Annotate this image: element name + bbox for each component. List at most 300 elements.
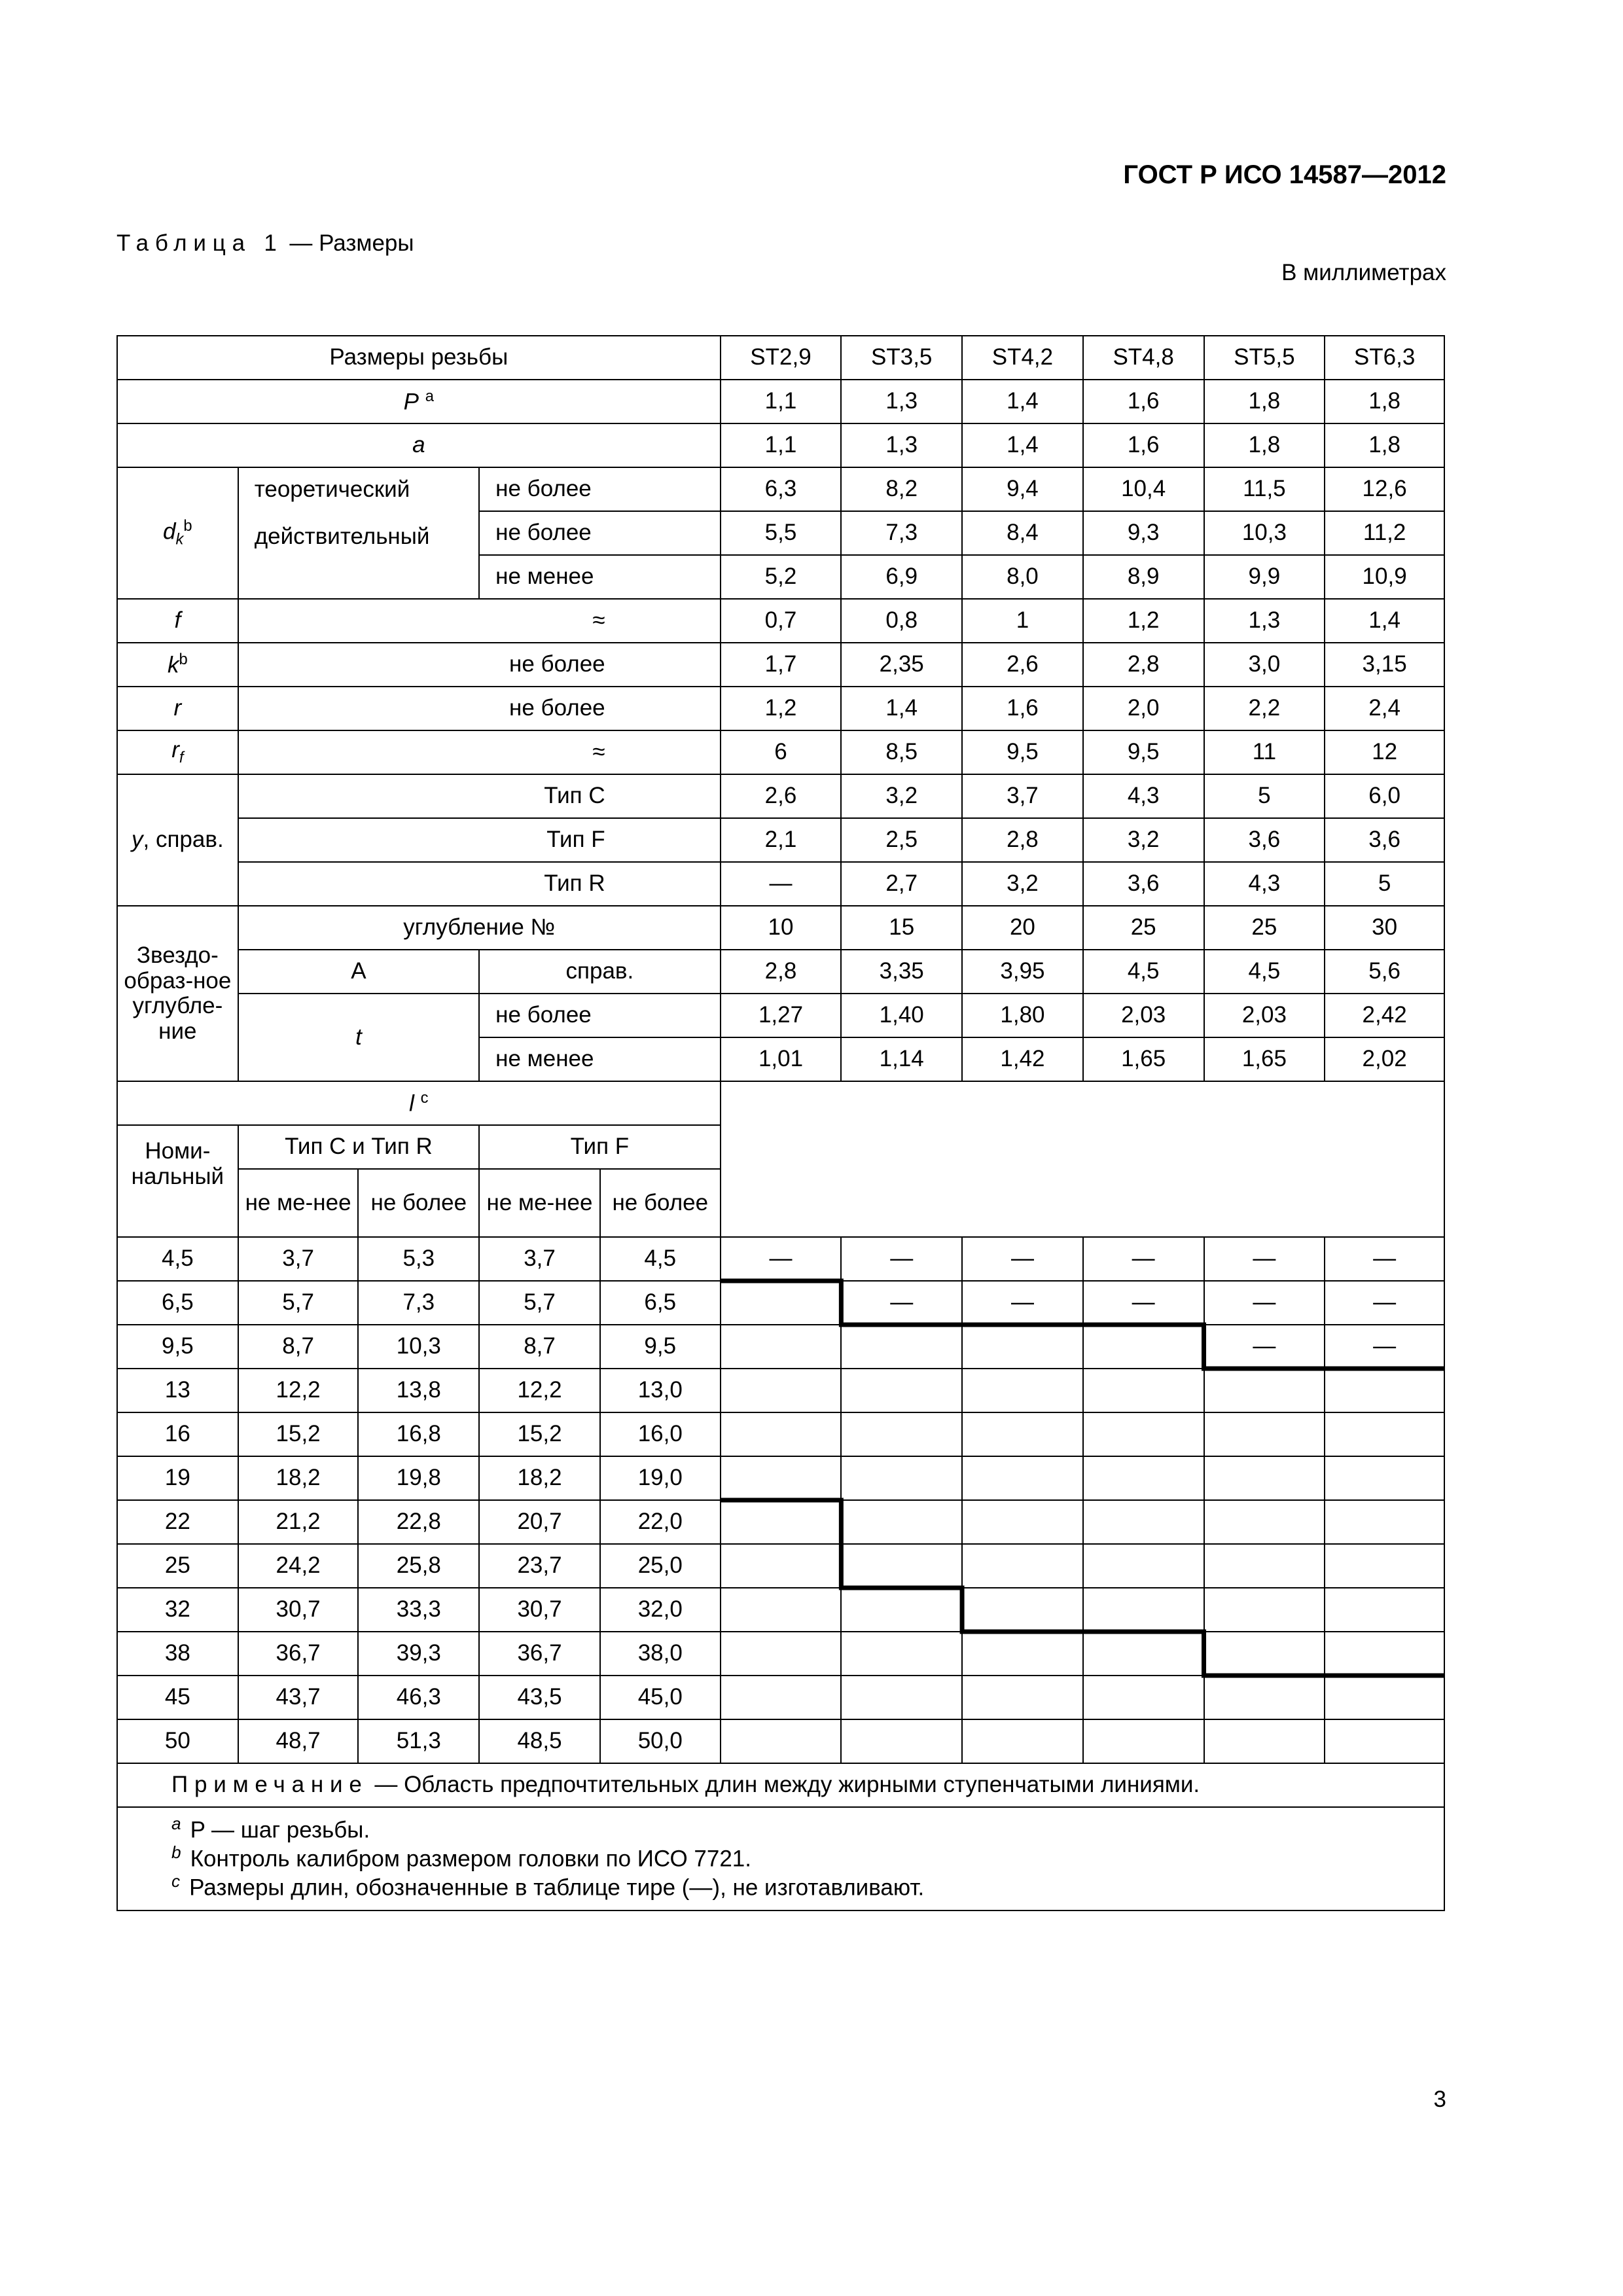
row-y-f	[117, 818, 1444, 862]
f-max: 9,5	[600, 1325, 721, 1369]
value-cell: 5	[1325, 862, 1444, 906]
length-mark	[1204, 1500, 1325, 1544]
table-caption-dash: —	[289, 230, 313, 256]
value-cell: 2,1	[721, 818, 842, 862]
value-cell: 5	[1204, 774, 1325, 818]
length-mark	[1204, 1456, 1325, 1500]
length-mark	[1083, 1719, 1204, 1763]
length-row	[117, 1676, 1444, 1719]
label-rf	[117, 730, 238, 774]
sup-b: b	[183, 517, 192, 535]
symbol-t: t	[355, 1024, 362, 1050]
length-mark	[962, 1500, 1083, 1544]
label-dk	[117, 467, 238, 599]
cr-max: 33,3	[358, 1588, 479, 1632]
length-mark: —	[1204, 1281, 1325, 1325]
value-cell: 1,40	[841, 994, 962, 1037]
sup-c: c	[420, 1088, 429, 1107]
value-cell: 2,42	[1325, 994, 1444, 1037]
f-max: 32,0	[600, 1588, 721, 1632]
length-mark	[962, 1369, 1083, 1412]
label-type-f2: Тип F	[479, 1125, 720, 1169]
symbol-r: r	[173, 695, 182, 721]
length-mark: —	[841, 1237, 962, 1281]
nominal-length: 32	[117, 1588, 238, 1632]
row-dk-theoretical	[117, 467, 1444, 511]
length-row	[117, 1369, 1444, 1412]
value-cell: 30	[1325, 906, 1444, 950]
value-cell: 3,95	[962, 950, 1083, 994]
value-cell: 2,2	[1204, 687, 1325, 730]
length-mark: —	[1083, 1281, 1204, 1325]
nominal-length: 22	[117, 1500, 238, 1544]
value-cell: 2,02	[1325, 1037, 1444, 1081]
f-min: 48,5	[479, 1719, 600, 1763]
label-k	[117, 643, 238, 687]
length-mark	[962, 1456, 1083, 1500]
length-mark: —	[841, 1281, 962, 1325]
length-row	[117, 1544, 1444, 1588]
symbol-d: d	[163, 518, 176, 545]
nominal-length: 50	[117, 1719, 238, 1763]
row-t-max	[117, 994, 1444, 1037]
value-cell: 3,2	[1083, 818, 1204, 862]
cr-min: 21,2	[238, 1500, 359, 1544]
symbol-P: P	[403, 389, 419, 415]
length-mark	[962, 1325, 1083, 1369]
length-mark: —	[1325, 1325, 1444, 1369]
cr-min: 30,7	[238, 1588, 359, 1632]
row-y-r	[117, 862, 1444, 906]
length-row	[117, 1281, 1444, 1325]
length-mark	[1325, 1544, 1444, 1588]
value-cell: 8,2	[841, 467, 962, 511]
value-cell: 1,6	[1083, 380, 1204, 423]
f-max: 6,5	[600, 1281, 721, 1325]
length-mark	[1204, 1719, 1325, 1763]
f-min: 20,7	[479, 1500, 600, 1544]
length-mark	[1083, 1456, 1204, 1500]
value-cell: 2,0	[1083, 687, 1204, 730]
value-cell: 6,9	[841, 555, 962, 599]
length-mark	[962, 1719, 1083, 1763]
length-mark	[841, 1369, 962, 1412]
length-row	[117, 1500, 1444, 1544]
length-mark	[1325, 1719, 1444, 1763]
header-size: ST5,5	[1204, 336, 1325, 380]
table-caption	[116, 230, 414, 257]
nominal-length: 25	[117, 1544, 238, 1588]
f-min: 8,7	[479, 1325, 600, 1369]
length-mark: —	[1325, 1281, 1444, 1325]
label-approx: ≈	[238, 599, 721, 643]
value-cell: 1,1	[721, 380, 842, 423]
row-l	[117, 1081, 1444, 1125]
value-cell: 1,8	[1204, 380, 1325, 423]
label-max: не более	[479, 511, 720, 555]
symbol-k: k	[167, 652, 179, 678]
value-cell: 11	[1204, 730, 1325, 774]
length-mark	[841, 1412, 962, 1456]
header-thread-sizes: Размеры резьбы	[117, 336, 721, 380]
value-cell: 1,6	[962, 687, 1083, 730]
label-l	[117, 1081, 721, 1125]
label-min: не менее	[479, 1037, 720, 1081]
length-mark	[1083, 1325, 1204, 1369]
length-row	[117, 1588, 1444, 1632]
f-max: 16,0	[600, 1412, 721, 1456]
header-size: ST3,5	[841, 336, 962, 380]
length-row	[117, 1456, 1444, 1500]
cr-min: 12,2	[238, 1369, 359, 1412]
value-cell: 9,9	[1204, 555, 1325, 599]
value-cell: 10,9	[1325, 555, 1444, 599]
label-recess-no: углубление №	[238, 906, 721, 950]
cr-min: 43,7	[238, 1676, 359, 1719]
length-mark	[1083, 1676, 1204, 1719]
value-cell: 3,6	[1204, 818, 1325, 862]
dimensions-table	[116, 335, 1445, 1911]
symbol-A: A	[351, 958, 366, 984]
value-cell: 5,5	[721, 511, 842, 555]
row-y-c	[117, 774, 1444, 818]
value-cell: 1,3	[841, 380, 962, 423]
value-cell: 1,2	[721, 687, 842, 730]
length-mark	[962, 1544, 1083, 1588]
length-mark	[1325, 1369, 1444, 1412]
value-cell: 3,2	[962, 862, 1083, 906]
label-max: не более	[479, 467, 720, 511]
value-cell: 1,8	[1325, 423, 1444, 467]
document-header: ГОСТ Р ИСО 14587—2012	[1123, 160, 1446, 189]
note-dash: —	[374, 1772, 398, 1798]
label-min-split: не ме-нее	[238, 1169, 359, 1237]
note-label: Примечание	[171, 1772, 368, 1798]
length-mark	[962, 1632, 1083, 1676]
footnotes-cell	[117, 1807, 1444, 1910]
label-t	[238, 994, 479, 1081]
label-type-c-r: Тип C и Тип R	[238, 1125, 479, 1169]
value-cell: 2,4	[1325, 687, 1444, 730]
cr-max: 51,3	[358, 1719, 479, 1763]
length-row	[117, 1237, 1444, 1281]
value-cell: 4,5	[1083, 950, 1204, 994]
footnote-text: P — шаг резьбы.	[190, 1817, 370, 1843]
cr-min: 36,7	[238, 1632, 359, 1676]
length-mark	[721, 1632, 842, 1676]
header-size: ST6,3	[1325, 336, 1444, 380]
length-mark	[1204, 1632, 1325, 1676]
note-text: Область предпочтительных длин между жирными ступенчатыми линиями.	[404, 1772, 1200, 1798]
cr-max: 5,3	[358, 1237, 479, 1281]
length-mark	[1325, 1676, 1444, 1719]
length-mark	[841, 1676, 962, 1719]
length-mark: —	[1325, 1237, 1444, 1281]
row-recess-no	[117, 906, 1444, 950]
length-mark	[1083, 1500, 1204, 1544]
header-row	[117, 336, 1444, 380]
footnote	[171, 1814, 1428, 1843]
f-max: 38,0	[600, 1632, 721, 1676]
value-cell: 2,35	[841, 643, 962, 687]
row-rf	[117, 730, 1444, 774]
length-mark: —	[962, 1281, 1083, 1325]
value-cell: 6,0	[1325, 774, 1444, 818]
length-mark	[721, 1412, 842, 1456]
label-y-ref: , справ.	[143, 827, 224, 853]
table-caption-label: Таблица 1	[116, 230, 283, 256]
header-size: ST2,9	[721, 336, 842, 380]
value-cell: 1,27	[721, 994, 842, 1037]
value-cell: 3,6	[1325, 818, 1444, 862]
length-mark	[1083, 1544, 1204, 1588]
length-mark	[1204, 1588, 1325, 1632]
value-cell: 1,80	[962, 994, 1083, 1037]
value-cell: 10,4	[1083, 467, 1204, 511]
label-type-f: Тип F	[238, 818, 721, 862]
label-actual: действительный	[238, 511, 479, 599]
f-max: 22,0	[600, 1500, 721, 1544]
units-label: В миллиметрах	[1281, 260, 1446, 285]
cr-min: 5,7	[238, 1281, 359, 1325]
f-max: 13,0	[600, 1369, 721, 1412]
length-mark	[1325, 1632, 1444, 1676]
length-mark	[962, 1412, 1083, 1456]
label-ref: справ.	[479, 950, 720, 994]
sup-b: b	[179, 650, 188, 668]
value-cell: 25	[1083, 906, 1204, 950]
value-cell: 6,3	[721, 467, 842, 511]
f-max: 4,5	[600, 1237, 721, 1281]
cr-min: 15,2	[238, 1412, 359, 1456]
footnote-text: Размеры длин, обозначенные в таблице тире (—), не изготавливают.	[189, 1874, 925, 1901]
nominal-length: 38	[117, 1632, 238, 1676]
cr-max: 7,3	[358, 1281, 479, 1325]
footnote	[171, 1843, 1428, 1872]
length-mark	[1204, 1676, 1325, 1719]
cr-min: 18,2	[238, 1456, 359, 1500]
label-max: не более	[238, 687, 721, 730]
value-cell: 4,3	[1083, 774, 1204, 818]
cr-max: 39,3	[358, 1632, 479, 1676]
length-mark	[841, 1325, 962, 1369]
value-cell: 1,4	[962, 423, 1083, 467]
length-mark	[1325, 1588, 1444, 1632]
value-cell: 3,2	[841, 774, 962, 818]
length-row	[117, 1325, 1444, 1369]
value-cell: 20	[962, 906, 1083, 950]
footnote-mark: b	[171, 1842, 181, 1863]
length-mark	[721, 1325, 842, 1369]
value-cell: 12	[1325, 730, 1444, 774]
f-max: 25,0	[600, 1544, 721, 1588]
label-A	[238, 950, 479, 994]
f-min: 5,7	[479, 1281, 600, 1325]
label-recess: Звездо-образ-ное углубле-ние	[117, 906, 238, 1081]
value-cell: 3,6	[1083, 862, 1204, 906]
header-size: ST4,2	[962, 336, 1083, 380]
row-dk-actual-max	[117, 511, 1444, 555]
value-cell: 10	[721, 906, 842, 950]
value-cell: 2,03	[1083, 994, 1204, 1037]
label-min-split: не ме-нее	[479, 1169, 600, 1237]
nominal-length: 45	[117, 1676, 238, 1719]
value-cell: 1,4	[1325, 599, 1444, 643]
label-max2: не более	[600, 1169, 721, 1237]
length-mark	[841, 1719, 962, 1763]
value-cell: 2,03	[1204, 994, 1325, 1037]
value-cell: 0,8	[841, 599, 962, 643]
row-r	[117, 687, 1444, 730]
length-header-blank	[721, 1081, 1444, 1237]
f-min: 12,2	[479, 1369, 600, 1412]
symbol-f: f	[174, 607, 181, 634]
nominal-length: 4,5	[117, 1237, 238, 1281]
value-cell: 1,8	[1325, 380, 1444, 423]
cr-max: 25,8	[358, 1544, 479, 1588]
value-cell: 8,4	[962, 511, 1083, 555]
footnote-text: Контроль калибром размером головки по ИСО 7721.	[190, 1846, 751, 1872]
length-mark	[721, 1676, 842, 1719]
length-mark	[1083, 1369, 1204, 1412]
f-max: 50,0	[600, 1719, 721, 1763]
nominal-length: 16	[117, 1412, 238, 1456]
f-max: 45,0	[600, 1676, 721, 1719]
value-cell: 2,8	[1083, 643, 1204, 687]
value-cell: 1,1	[721, 423, 842, 467]
footnote-mark: c	[171, 1871, 181, 1892]
length-mark	[721, 1281, 842, 1325]
length-mark	[841, 1588, 962, 1632]
value-cell: 12,6	[1325, 467, 1444, 511]
value-cell: 3,0	[1204, 643, 1325, 687]
value-cell: 11,2	[1325, 511, 1444, 555]
length-mark	[962, 1676, 1083, 1719]
label-f	[117, 599, 238, 643]
label-min: не менее	[479, 555, 720, 599]
footnotes-row	[117, 1807, 1444, 1910]
label-max2: не более	[358, 1169, 479, 1237]
value-cell: 8,9	[1083, 555, 1204, 599]
value-cell: 2,8	[721, 950, 842, 994]
cr-max: 16,8	[358, 1412, 479, 1456]
length-mark: —	[962, 1237, 1083, 1281]
label-max: не более	[479, 994, 720, 1037]
label-type-c: Тип C	[238, 774, 721, 818]
value-cell: 10,3	[1204, 511, 1325, 555]
cr-min: 24,2	[238, 1544, 359, 1588]
label-P	[117, 380, 721, 423]
f-min: 3,7	[479, 1237, 600, 1281]
length-mark	[1204, 1369, 1325, 1412]
row-a	[117, 423, 1444, 467]
length-mark: —	[1083, 1237, 1204, 1281]
label-type-r: Тип R	[238, 862, 721, 906]
value-cell: 3,15	[1325, 643, 1444, 687]
nominal-length: 19	[117, 1456, 238, 1500]
value-cell: 2,8	[962, 818, 1083, 862]
f-min: 23,7	[479, 1544, 600, 1588]
value-cell: 3,7	[962, 774, 1083, 818]
length-mark: —	[721, 1237, 842, 1281]
value-cell: 1,42	[962, 1037, 1083, 1081]
value-cell: 1	[962, 599, 1083, 643]
value-cell: 1,3	[1204, 599, 1325, 643]
length-mark	[1083, 1632, 1204, 1676]
symbol-r: r	[171, 737, 179, 763]
label-theoretical: теоретический	[238, 467, 479, 511]
nominal-length: 9,5	[117, 1325, 238, 1369]
length-mark	[721, 1719, 842, 1763]
f-min: 43,5	[479, 1676, 600, 1719]
value-cell: 4,5	[1204, 950, 1325, 994]
value-cell: 9,5	[1083, 730, 1204, 774]
footnote	[171, 1872, 1428, 1901]
value-cell: 7,3	[841, 511, 962, 555]
length-mark	[1083, 1412, 1204, 1456]
length-mark	[841, 1632, 962, 1676]
length-row	[117, 1632, 1444, 1676]
value-cell: 8,5	[841, 730, 962, 774]
cr-min: 3,7	[238, 1237, 359, 1281]
length-mark	[721, 1500, 842, 1544]
f-min: 30,7	[479, 1588, 600, 1632]
table-caption-text: Размеры	[319, 230, 414, 256]
label-y	[117, 774, 238, 906]
cr-max: 13,8	[358, 1369, 479, 1412]
value-cell: 1,14	[841, 1037, 962, 1081]
value-cell: 6	[721, 730, 842, 774]
page-number: 3	[1433, 2087, 1446, 2112]
nominal-length: 6,5	[117, 1281, 238, 1325]
symbol-y: y	[132, 827, 143, 853]
value-cell: —	[721, 862, 842, 906]
label-max: не более	[238, 643, 721, 687]
footnote-mark: a	[171, 1814, 181, 1833]
value-cell: 1,4	[962, 380, 1083, 423]
value-cell: 2,6	[962, 643, 1083, 687]
length-mark	[841, 1456, 962, 1500]
length-mark	[1325, 1456, 1444, 1500]
value-cell: 2,6	[721, 774, 842, 818]
sup-a: a	[425, 387, 434, 405]
value-cell: 9,5	[962, 730, 1083, 774]
sub-f: f	[179, 749, 184, 767]
value-cell: 1,2	[1083, 599, 1204, 643]
value-cell: 0,7	[721, 599, 842, 643]
value-cell: 8,0	[962, 555, 1083, 599]
cr-min: 48,7	[238, 1719, 359, 1763]
value-cell: 2,5	[841, 818, 962, 862]
value-cell: 1,65	[1083, 1037, 1204, 1081]
cr-max: 46,3	[358, 1676, 479, 1719]
cr-min: 8,7	[238, 1325, 359, 1369]
header-size: ST4,8	[1083, 336, 1204, 380]
length-mark	[1204, 1412, 1325, 1456]
sub-k: k	[175, 530, 184, 548]
value-cell: 5,6	[1325, 950, 1444, 994]
value-cell: 1,01	[721, 1037, 842, 1081]
length-mark	[721, 1456, 842, 1500]
row-k	[117, 643, 1444, 687]
row-P	[117, 380, 1444, 423]
value-cell: 2,7	[841, 862, 962, 906]
value-cell: 3,35	[841, 950, 962, 994]
value-cell: 25	[1204, 906, 1325, 950]
row-A	[117, 950, 1444, 994]
length-mark	[721, 1544, 842, 1588]
symbol-l: l	[409, 1090, 414, 1117]
